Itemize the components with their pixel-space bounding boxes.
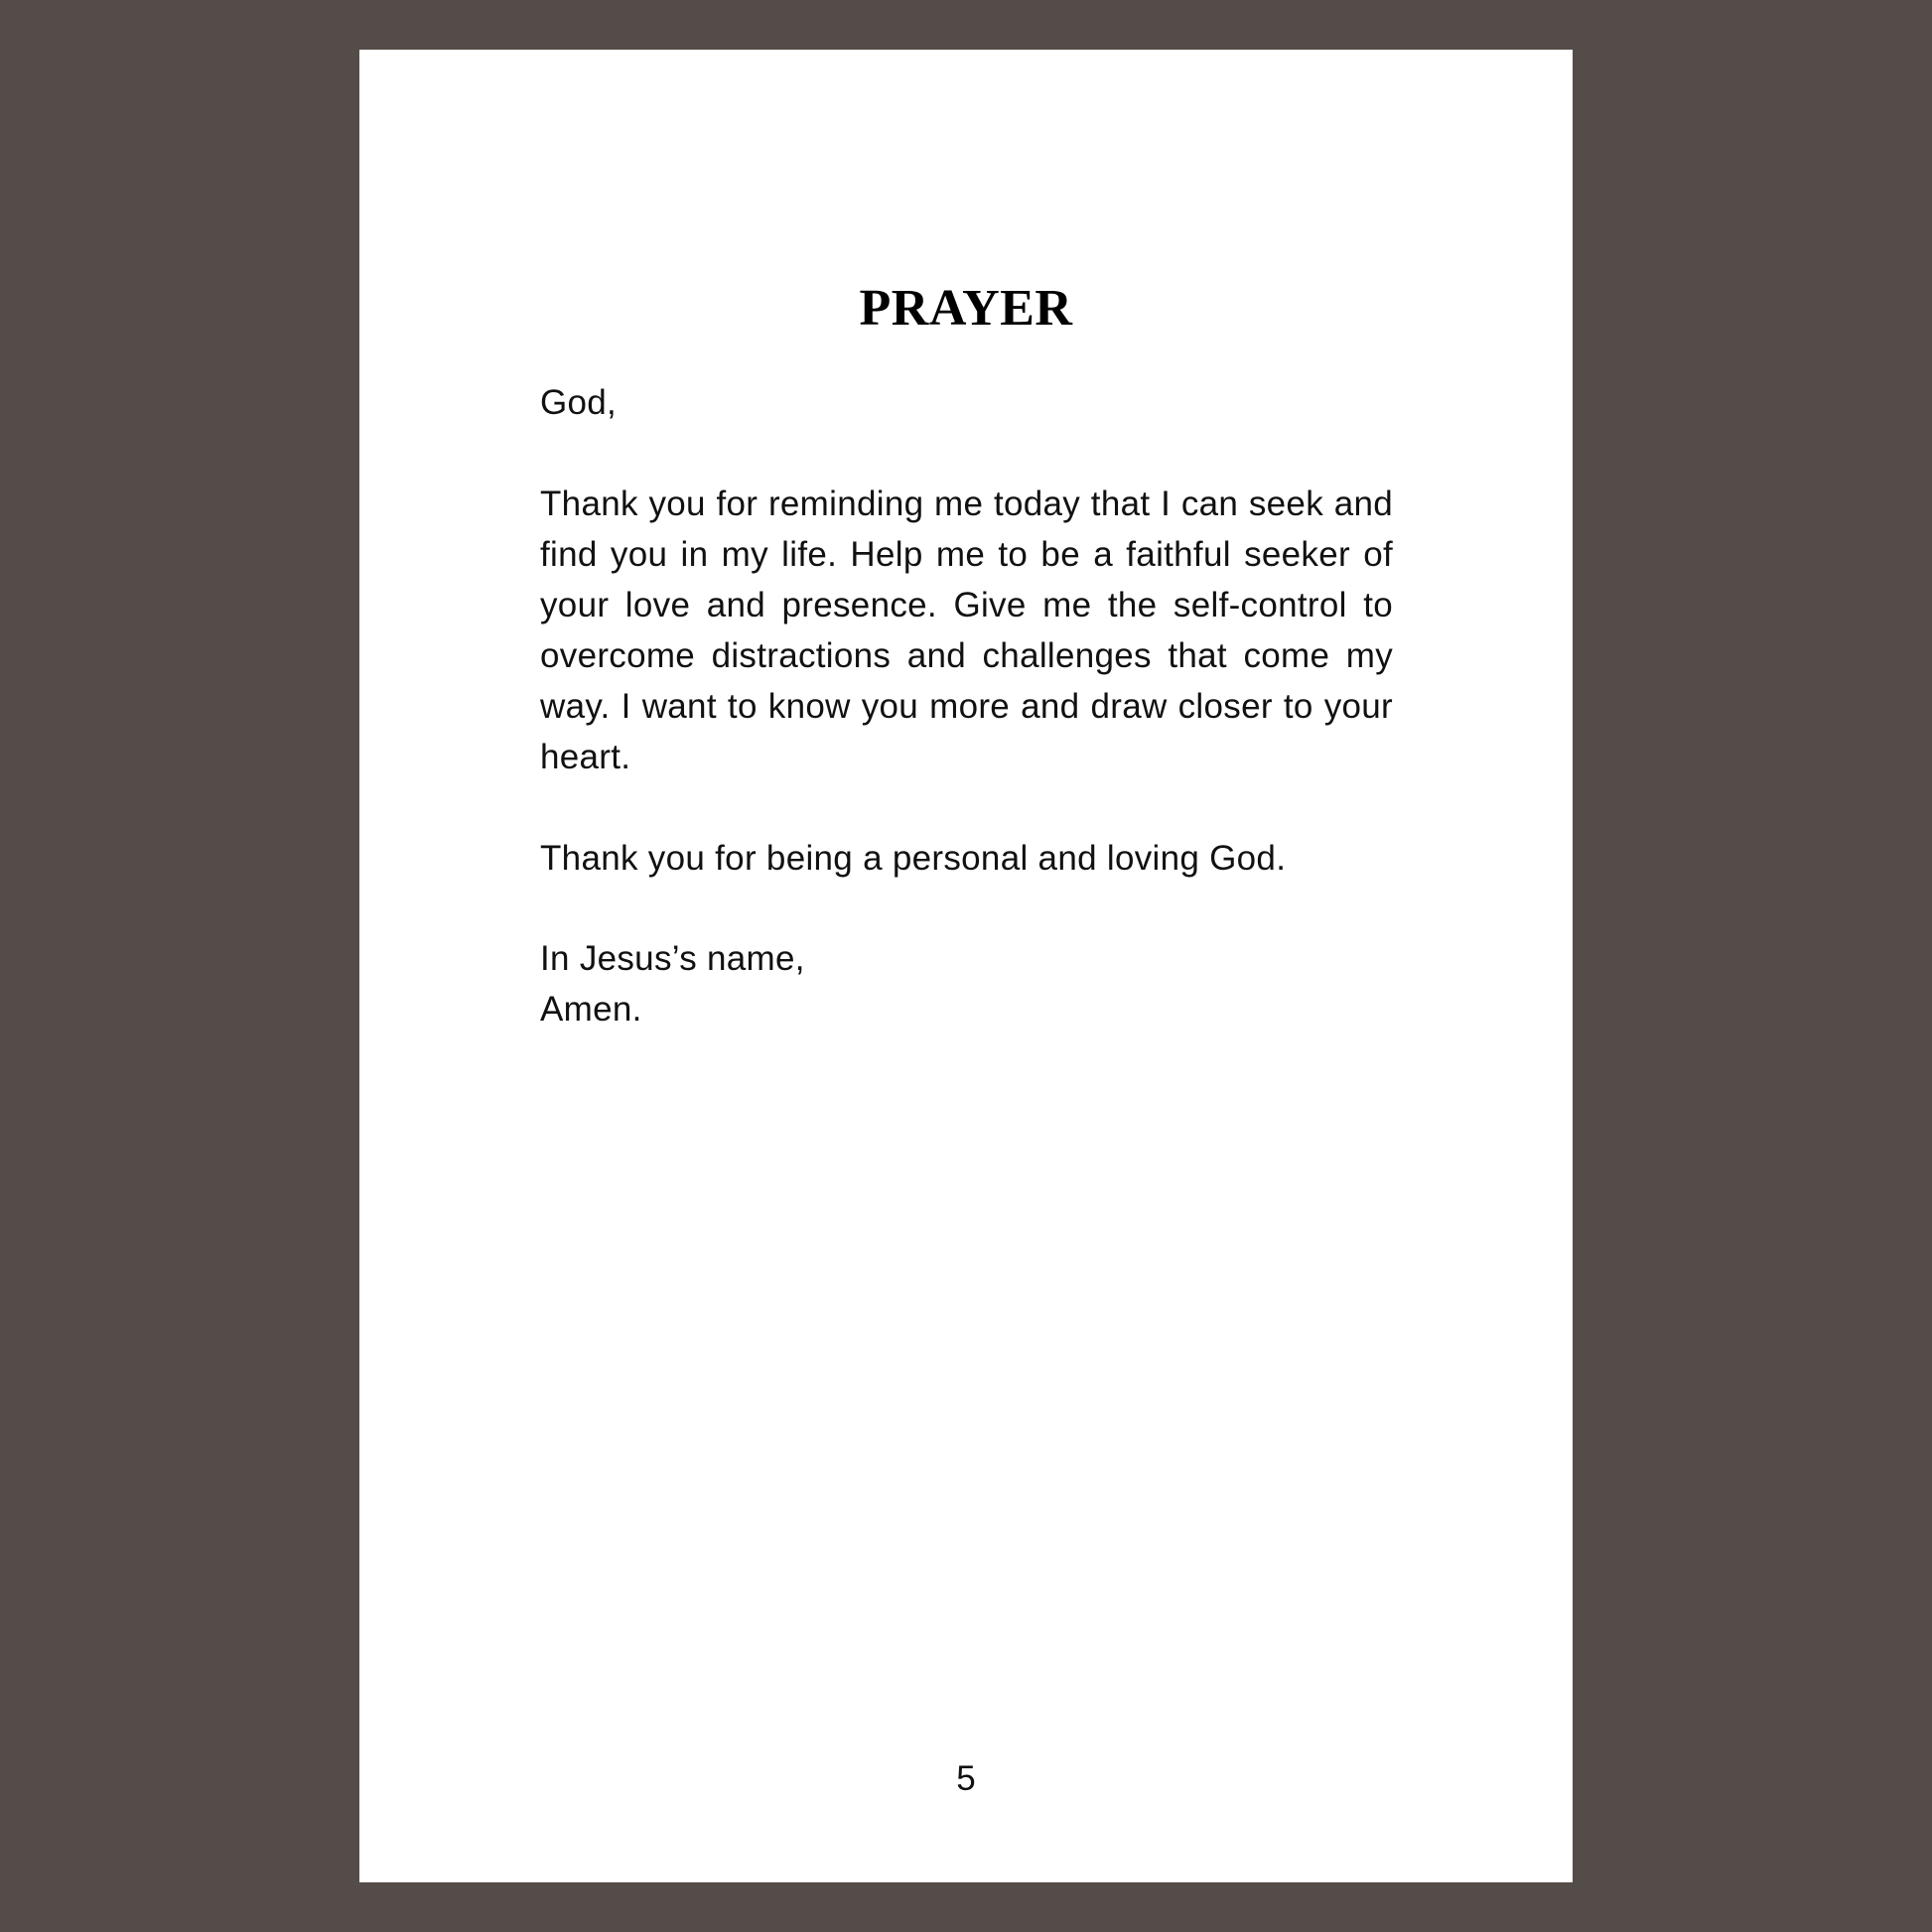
page-number: 5 — [956, 1759, 976, 1798]
prayer-paragraph-2: Thank you for being a personal and loving God. — [540, 839, 1287, 878]
prayer-paragraph-1: Thank you for reminding me today that I can seek and find you in my life. Help me to be a faithful seeker of your love and presence. Give me the self-control to overcome distractions and challenges that come my way. I want to know you more and draw closer to your heart. — [540, 484, 1393, 776]
book-page — [359, 50, 1573, 1882]
salutation-text: God, — [540, 383, 618, 422]
closing-line: In Jesus’s name, — [540, 939, 805, 978]
amen-line: Amen. — [540, 990, 642, 1029]
page-title: PRAYER — [859, 280, 1073, 337]
